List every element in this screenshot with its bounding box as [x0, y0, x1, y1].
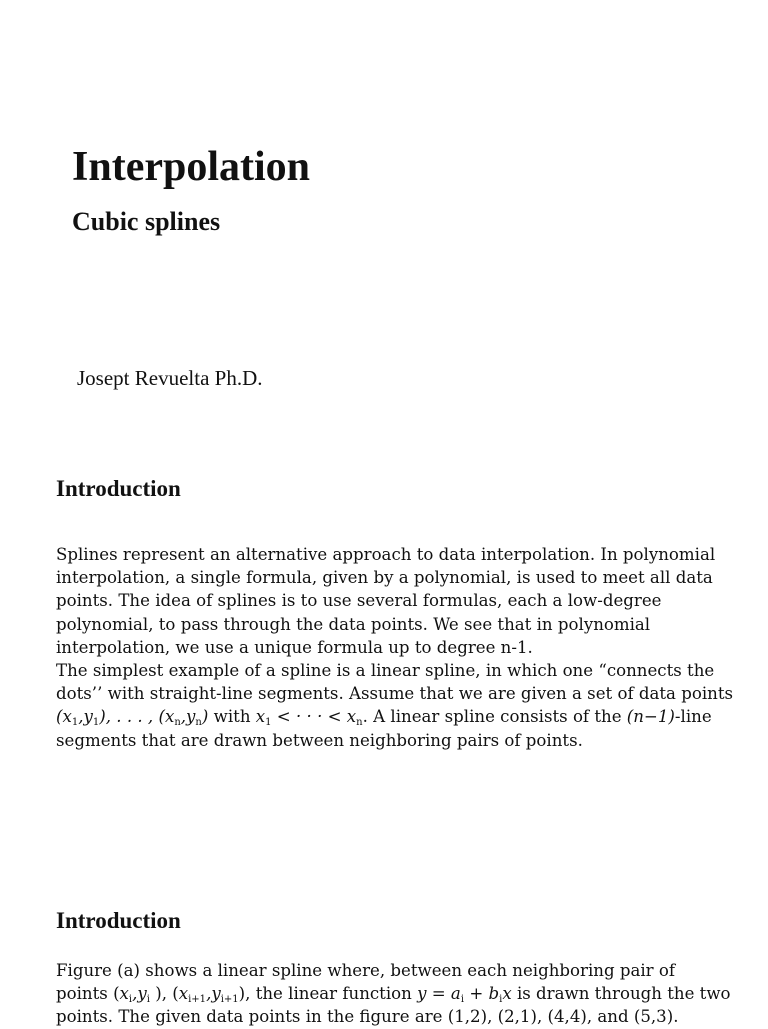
- math-expression: (x: [56, 707, 72, 727]
- math-subscript: 1: [265, 717, 272, 729]
- math-subscript: i: [460, 994, 465, 1006]
- math-expression: + b: [464, 984, 500, 1004]
- text-segment: . A linear spline consists of the: [362, 707, 627, 727]
- math-expression: x: [502, 984, 512, 1004]
- math-subscript: n: [356, 717, 363, 729]
- paragraph-line: interpolation, we use a unique formula up to degree n-1.: [56, 637, 533, 657]
- text-segment: points (: [56, 984, 120, 1004]
- text-segment: ), the linear function: [238, 984, 418, 1004]
- math-subscript: i: [499, 994, 503, 1006]
- paragraph-line: segments that are drawn between neighboring pairs of points.: [56, 730, 583, 750]
- math-expression: ,y: [206, 984, 221, 1004]
- math-expression: ,y: [78, 707, 93, 727]
- page-title: Interpolation: [72, 144, 311, 190]
- section-heading-introduction-2: Introduction: [56, 908, 181, 933]
- text-segment: -line: [674, 707, 712, 727]
- math-expression: ,y: [180, 707, 196, 727]
- paragraph-line: Figure (a) shows a linear spline where, between each neighboring pair of: [56, 961, 676, 980]
- author-name: Josept Revuelta Ph.D.: [77, 366, 263, 390]
- paragraph-line: dots’’ with straight-line segments. Assume that we are given a set of data points: [56, 684, 734, 704]
- math-expression: x: [119, 984, 129, 1004]
- paragraph-line: The simplest example of a spline is a linear spline, in which one “connects the: [56, 661, 715, 681]
- paragraph-line: Splines represent an alternative approach to data interpolation. In polynomial: [56, 545, 716, 564]
- paragraph-line: points. The idea of splines is to use several formulas, each a low-degree: [56, 591, 662, 611]
- page-subtitle: Cubic splines: [72, 207, 221, 236]
- paragraph-math-line: [56, 982, 736, 1005]
- math-subscript: i: [128, 994, 133, 1006]
- math-subscript: 1: [92, 717, 100, 729]
- math-expression: (n−1): [626, 707, 675, 727]
- math-expression: ): [201, 707, 209, 727]
- math-expression: x: [178, 984, 189, 1004]
- section-1-paragraph: [56, 543, 736, 752]
- math-subscript: i: [146, 994, 150, 1006]
- section-2-paragraph: [56, 959, 736, 1029]
- math-subscript: 1: [71, 717, 79, 729]
- text-segment: is drawn through the two: [511, 984, 731, 1004]
- text-segment: ), (: [149, 984, 179, 1004]
- paragraph-math-line: [56, 705, 736, 728]
- math-expression: ,y: [132, 984, 147, 1004]
- math-subscript: n: [174, 717, 181, 729]
- section-heading-introduction-1: Introduction: [56, 476, 181, 501]
- paragraph-line: points. The given data points in the figure are (1,2), (2,1), (4,4), and (5,3).: [56, 1007, 679, 1027]
- math-subscript: i+1: [188, 994, 207, 1006]
- text-segment: with: [208, 707, 256, 727]
- math-expression: < · · · < x: [271, 707, 357, 727]
- math-subscript: n: [195, 717, 202, 729]
- paragraph-line: interpolation, a single formula, given by a polynomial, is used to meet all data: [56, 568, 713, 588]
- math-subscript: i+1: [220, 994, 239, 1006]
- paragraph-line: polynomial, to pass through the data points. We see that in polynomial: [56, 614, 651, 634]
- math-expression: ), . . . , (x: [99, 707, 175, 727]
- math-expression: x: [255, 707, 266, 727]
- math-expression: y = a: [417, 984, 461, 1004]
